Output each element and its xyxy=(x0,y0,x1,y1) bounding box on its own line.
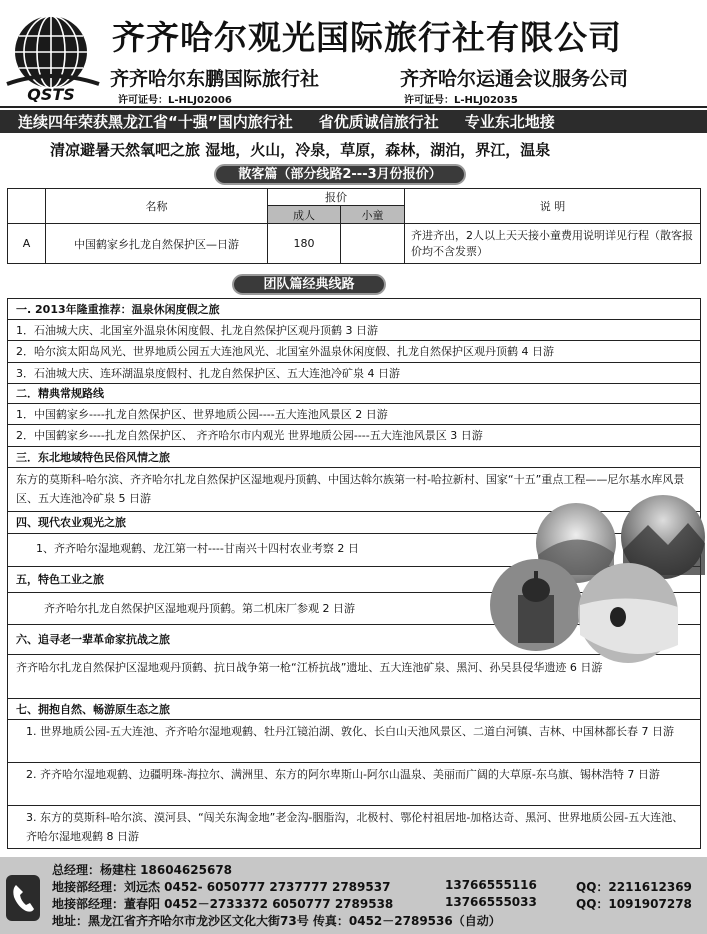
note-header: 说 明 xyxy=(405,189,701,224)
list-item: 东方的莫斯科-哈尔滨、齐齐哈尔扎龙自然保护区湿地观丹顶鹤、中国达斡尔族第一村-哈拉新村、国家“十五”重点工程——尼尔基水库风景区、五大连池冷矿泉 5 日游 xyxy=(8,468,700,512)
footer xyxy=(0,857,707,934)
table-row xyxy=(8,224,701,264)
list-item: 1．石油城大庆、北国室外温泉休闲度假、扎龙自然保护区观丹顶鹤 3 日游 xyxy=(8,320,700,341)
price-header: 报价 xyxy=(268,189,405,206)
price-section-title: 散客篇（部分线路2---3月份报价） xyxy=(214,164,466,185)
row-name: 中国鹤家乡扎龙自然保护区—日游 xyxy=(46,224,268,264)
list-item: 2. 齐齐哈尔湿地观鹤、边疆明珠-海拉尔、满洲里、东方的阿尔卑斯山-阿尔山温泉、美丽而广阔的大草原-东乌旗、锡林浩特 7 日游 xyxy=(8,763,700,806)
row-code: A xyxy=(8,224,46,264)
manager-contact: 总经理：杨建柱 18604625678 xyxy=(52,863,233,877)
name-header: 名称 xyxy=(46,189,268,224)
phone-icon xyxy=(6,875,40,921)
list-item: 六、追寻老一辈革命家抗战之旅 xyxy=(8,625,700,655)
group-section-title: 团队篇经典线路 xyxy=(232,274,386,295)
list-item: 齐齐哈尔扎龙自然保护区湿地观丹顶鹤。第二机床厂参观 2 日游 xyxy=(8,593,700,625)
list-item: 1．中国鹤家乡----扎龙自然保护区、世界地质公园----五大连池风景区 2 日游 xyxy=(8,404,700,425)
license-right: 许可证号：L-HLJ02035 xyxy=(404,95,518,106)
tagline: 清凉避暑天然氧吧之旅 湿地，火山，冷泉，草原，森林，湖泊，界江，温泉 xyxy=(50,141,551,159)
code-header xyxy=(8,189,46,224)
honor-item: 省优质诚信旅行社 xyxy=(318,113,439,131)
list-item: 齐齐哈尔扎龙自然保护区湿地观丹顶鹤、抗日战争第一枪“江桥抗战”遗址、五大连池矿泉、黑河、孙吴县侵华遗迹 6 日游 xyxy=(8,655,700,699)
sub-company-right: 齐齐哈尔运通会议服务公司 xyxy=(400,68,629,90)
row-note: 齐进齐出，2人以上天天接小童费用说明详见行程（散客报价均不含发票） xyxy=(405,224,701,264)
list-item: 四、现代农业观光之旅 xyxy=(8,512,700,534)
list-item: 2．中国鹤家乡----扎龙自然保护区、 齐齐哈尔市内观光 世界地质公园----五大连池风景区 3 日游 xyxy=(8,425,700,447)
honor-item: 专业东北地接 xyxy=(464,113,555,131)
globe-logo-icon xyxy=(5,12,101,104)
dept2-qq: QQ：1091907278 xyxy=(576,897,692,911)
dept1-qq: QQ：2211612369 xyxy=(576,880,692,894)
list-item: 三．东北地域特色民俗风情之旅 xyxy=(8,447,700,468)
list-item: 一. 2013年隆重推荐：温泉休闲度假之旅 xyxy=(8,299,700,320)
sub-company-left: 齐齐哈尔东鹏国际旅行社 xyxy=(110,68,320,90)
list-item: 1. 世界地质公园-五大连池、齐齐哈尔湿地观鹤、牡丹江镜泊湖、敦化、长白山天池风景区、二道白河镇、吉林、中国林都长春 7 日游 xyxy=(8,720,700,763)
list-item: 3. 东方的莫斯科-哈尔滨、漠河县、“闯关东淘金地”老金沟-胭脂沟，北极村、鄂伦村祖居地-加格达奇、黑河、世界地质公园-五大连池、齐哈尔湿地观鹤 8 日游 xyxy=(26,811,684,843)
list-item: 七、拥抱自然、畅游原生态之旅 xyxy=(8,699,700,720)
honor-band xyxy=(0,110,707,133)
list-item: 2．哈尔滨太阳岛风光、世界地质公园五大连池风光、北国室外温泉休闲度假、扎龙自然保护区观丹顶鹤 4 日游 xyxy=(8,341,700,363)
honor-item: 连续四年荣获黑龙江省“十强”国内旅行社 xyxy=(18,113,293,131)
list-item: 二．精典常规路线 xyxy=(8,384,700,404)
company-title: 齐齐哈尔观光国际旅行社有限公司 xyxy=(112,18,622,57)
row-adult: 180 xyxy=(268,224,341,264)
logo-text: QSTS xyxy=(27,85,75,104)
dept2-mobile: 13766555033 xyxy=(445,895,537,909)
adult-header: 成人 xyxy=(268,206,341,224)
dept2-contact: 地接部经理：董春阳 0452－2733372 6050777 2789538 xyxy=(52,897,394,911)
scenery-photo-collage xyxy=(488,495,706,665)
price-table xyxy=(7,188,701,264)
address: 地址：黑龙江省齐齐哈尔市龙沙区文化大街73号 传真：0452－2789536（自动） xyxy=(52,914,501,928)
license-left: 许可证号：L-HLJ02006 xyxy=(118,95,232,106)
row-child xyxy=(341,224,405,264)
list-item: 1、齐齐哈尔湿地观鹤、龙江第一村----甘南兴十四村农业考察 2 日 xyxy=(8,534,700,567)
dept1-contact: 地接部经理：刘远杰 0452- 6050777 2737777 2789537 xyxy=(52,880,391,894)
list-item: 3．石油城大庆、连环湖温泉度假村、扎龙自然保护区、五大连池冷矿泉 4 日游 xyxy=(8,363,700,384)
list-item: 五，特色工业之旅 xyxy=(8,567,700,593)
header xyxy=(0,0,707,108)
dept1-mobile: 13766555116 xyxy=(445,878,537,892)
child-header: 小童 xyxy=(341,206,405,224)
